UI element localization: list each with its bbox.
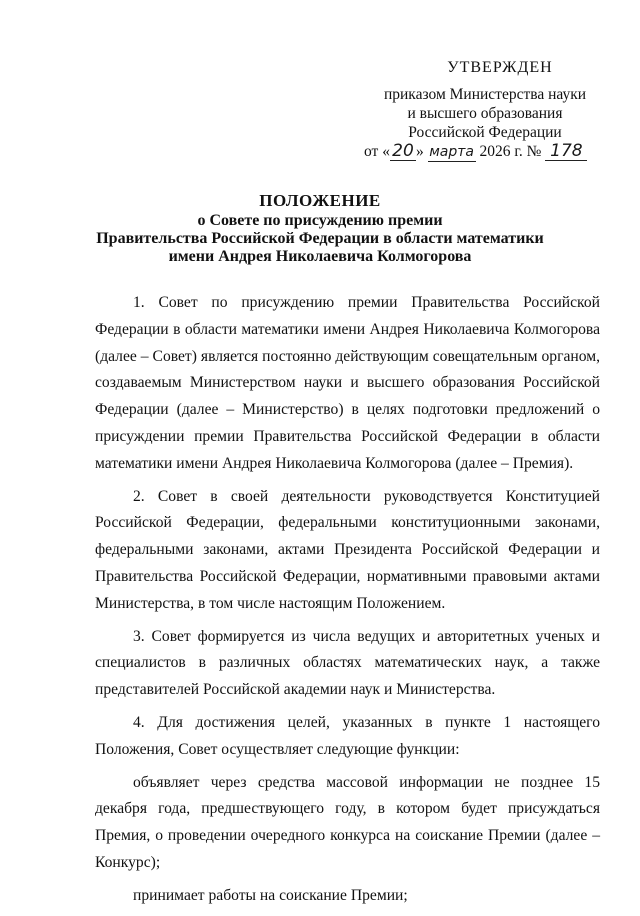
date-prefix: от « [364,143,390,160]
document-body [95,290,600,916]
approval-line-2: и высшего образования [407,105,563,122]
handwritten-order-number: 178 [545,143,587,161]
date-separator: » [415,143,424,160]
handwritten-day: 20 [390,143,416,161]
paragraph-1: 1. Совет по присуждению премии Правительства Российской Федерации в области математики имени Андрея Николаевича Колмогорова (далее – Совет) является постоянно действующим совещательным органом, создаваемым Министерством науки и высшего образования Российской Федерации (далее – Министерство) в целях подготовки предложений о присуждении премии Правительства Российской Федерации в области математики имени Андрея Николаевича Колмогорова (далее – Премия). [95,294,600,472]
approval-title: УТВЕРЖДЕН [447,59,553,76]
approval-line-1: приказом Министерства науки [383,86,587,103]
paragraph-function-1: объявляет через средства массовой информации не позднее 15 декабря года, предшествующего году, в котором будет присуждаться Премия, о проведении очередного конкурса на соискание Премии (далее – Конкурс); [95,773,600,871]
paragraph-3: 3. Совет формируется из числа ведущих и авторитетных ученых и специалистов в различных областях математических наук, а также представителей Российской академии наук и Министерства. [95,627,600,699]
handwritten-month: марта [429,144,474,160]
approval-line-3: Российской Федерации [408,124,562,141]
approval-block [360,58,610,162]
date-year-text: 2026 г. № [479,143,542,160]
heading-line-2: Правительства Российской Федерации в области математики [96,230,544,247]
document-heading [0,192,640,266]
approval-date-line [360,142,610,162]
paragraph-4: 4. Для достижения целей, указанных в пункте 1 настоящего Положения, Совет осуществляет следующие функции: [95,713,600,758]
paragraph-2: 2. Совет в своей деятельности руководствуется Конституцией Российской Федерации, федеральными конституционными законами, федеральными законами, актами Президента Российской Федерации и Правительства Российской Федерации, нормативными правовыми актами Министерства, в том числе настоящим Положением. [95,487,600,612]
heading-title: ПОЛОЖЕНИЕ [259,191,381,210]
heading-line-1: о Совете по присуждению премии [197,212,443,229]
heading-line-3: имени Андрея Николаевича Колмогорова [168,248,472,265]
paragraph-function-2: принимает работы на соискание Премии; [133,886,408,904]
